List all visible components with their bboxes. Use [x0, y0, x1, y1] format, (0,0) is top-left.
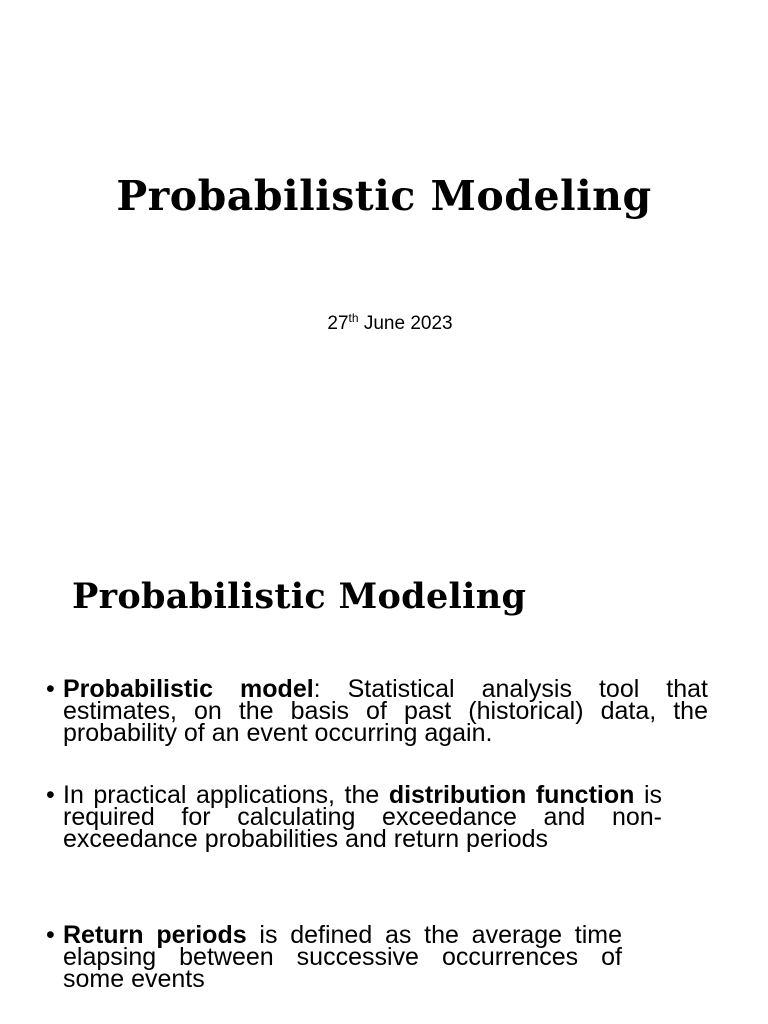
bullet-dot: • — [46, 781, 55, 809]
bullet-item — [46, 921, 623, 993]
bullet-item — [46, 781, 662, 853]
bullet-dot: • — [46, 675, 55, 703]
bullet-text — [63, 781, 662, 853]
content-slide — [0, 512, 768, 1024]
slide-date — [0, 313, 768, 335]
bullet-bold-term: Probabilistic model — [63, 675, 314, 703]
slide-title: Probabilistic Modeling — [116, 172, 652, 220]
bullet-body: : Statistical analysis tool that estimates, on the basis of past (historical) data, the probability of an event occurring again. — [63, 675, 708, 747]
bullet-dot: • — [46, 921, 55, 949]
date-day: 27 — [327, 313, 349, 334]
bullet-body: is defined as the average time elapsing between successive occurrences of some events — [63, 921, 623, 993]
bullet-text — [63, 921, 623, 993]
bullet-body-post: is required for calculating exceedance and non-exceedance probabilities and return periods — [63, 781, 662, 853]
slide-heading: Probabilistic Modeling — [72, 576, 527, 617]
bullet-bold-term: distribution function — [388, 781, 635, 809]
date-month-year: June 2023 — [358, 313, 453, 334]
bullet-bold-term: Return periods — [63, 921, 247, 949]
date-suffix: th — [348, 311, 359, 325]
bullet-text — [63, 675, 708, 747]
bullet-item — [46, 675, 708, 747]
bullet-body-pre: In practical applications, the — [63, 781, 389, 809]
